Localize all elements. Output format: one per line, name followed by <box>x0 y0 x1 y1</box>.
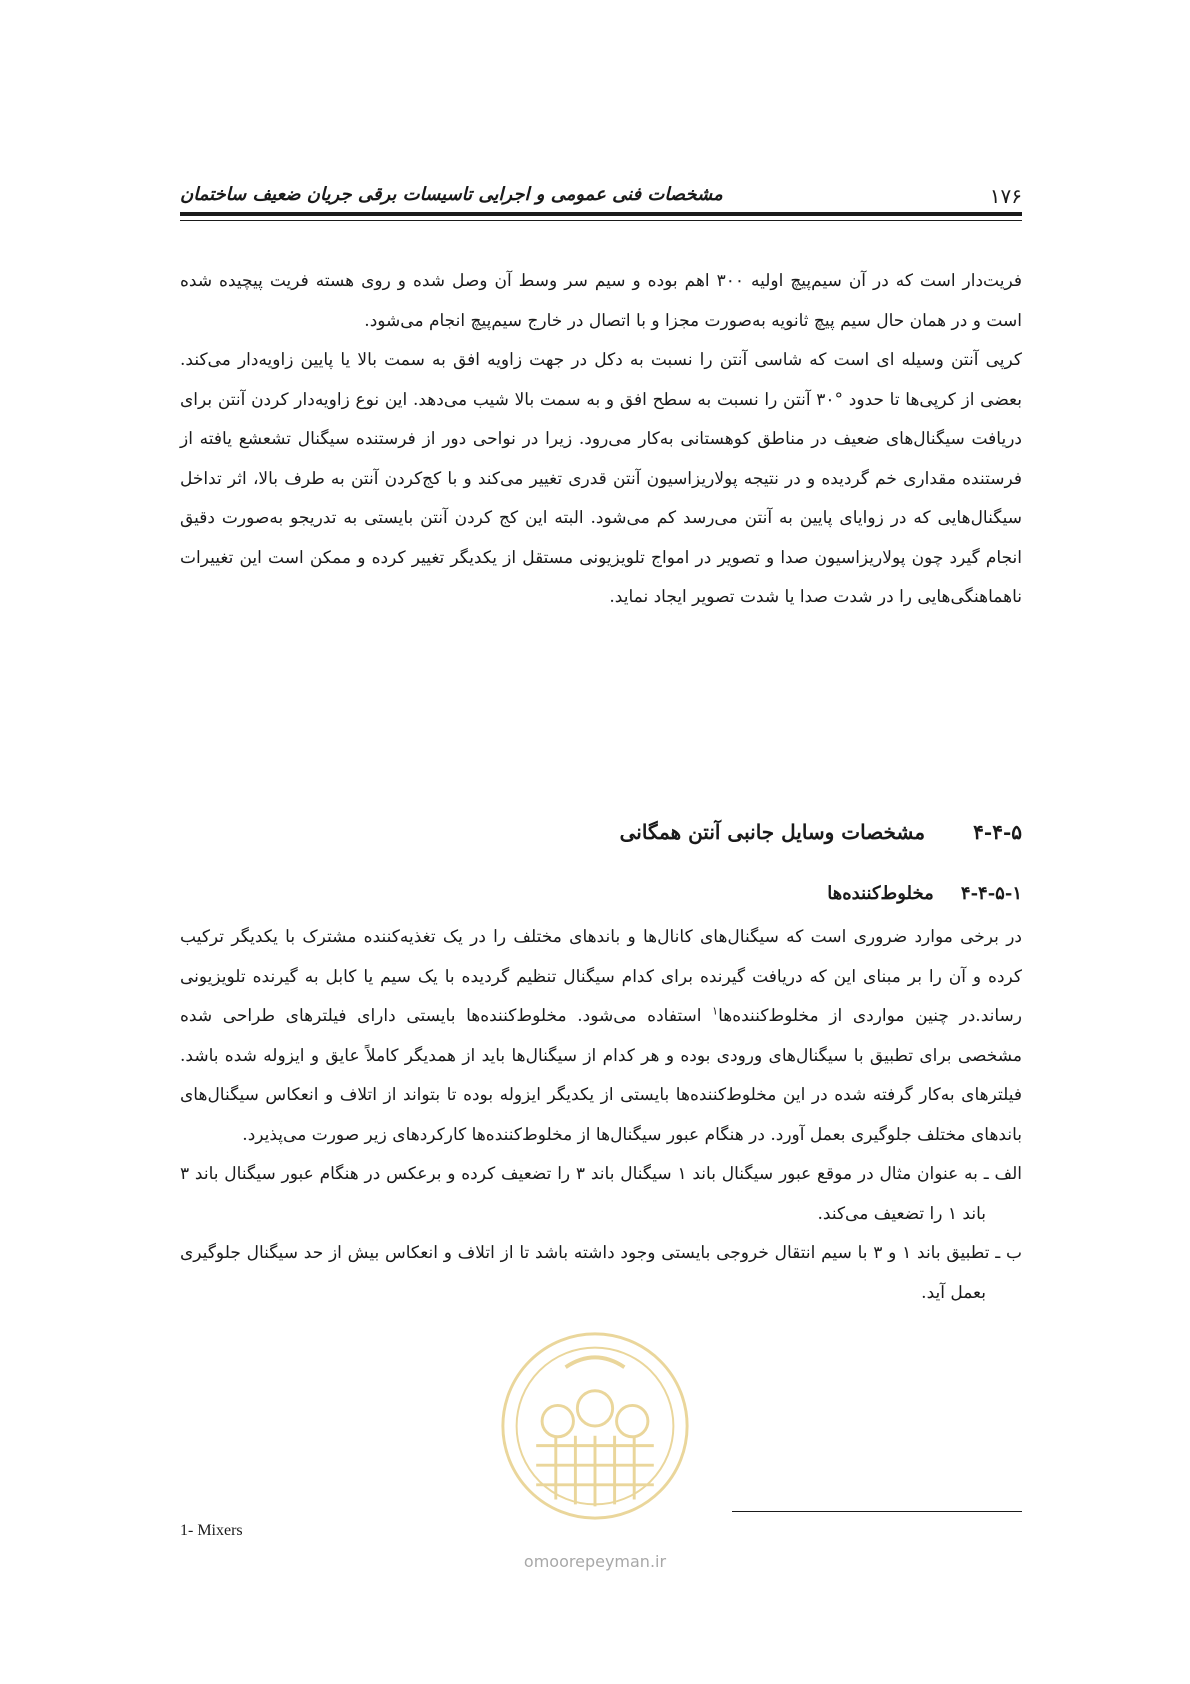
subsection-heading <box>180 876 1022 912</box>
list-item: الف ـ به عنوان مثال در موقع عبور سیگنال باند ۱ سیگنال باند ۳ را تضعیف کرده و برعکس در هنگام عبور سیگنال باند ۳ باند ۱ را تضعیف می‌کند. <box>180 1164 1022 1224</box>
body-text <box>180 918 1022 1313</box>
subsection-title: مخلوط‌کننده‌ها <box>827 883 934 904</box>
header-rule-thick <box>180 212 1022 216</box>
paragraph: فریت‌دار است که در آن سیم‌پیچ اولیه ۳۰۰ اهم بوده و سیم سر وسط آن وصل شده و روی هسته فریت پیچیده شده است و در همان حال سیم پیچ ثانویه به‌صورت مجزا و با اتصال در خارج سیم‌پیچ انجام می‌شود. <box>180 271 1022 331</box>
header-rule-thin <box>180 220 1022 221</box>
watermark-url: omoorepeyman.ir <box>523 1552 667 1571</box>
section-number: ۴-۴-۵ <box>973 820 1022 844</box>
paragraph: کرپی آنتن وسیله ای است که شاسی آنتن را نسبت به دکل در جهت زاویه افق به سمت بالا یا پایین زاویه‌دار می‌کند. بعضی از کرپی‌ها تا حدود °۳۰ آنتن را نسبت به سطح افق و به سمت بالا شیب می‌دهد. این نوع زاویه‌دار کردن آنتن برای دریافت سیگنال‌های ضعیف در مناطق کوهستانی به‌کار می‌رود. زیرا در نواحی دور از فرستنده سیگنال تشعشع یافته از فرستنده مقداری خم گردیده و در نتیجه پولاریزاسیون آنتن قدری تغییر می‌کند و با کج‌کردن آنتن به طرف بالا، اثر تداخل سیگنال‌هایی که در زوایای پایین به آنتن می‌رسد کم می‌شود. البته این کج کردن آنتن بایستی به تدریجو به‌صورت دقیق انجام گیرد چون پولاریزاسیون صدا و تصویر در امواج تلویزیونی مستقل از یکدیگر تغییر کرده و ممکن است این تغییرات ناهماهنگی‌هایی را در شدت صدا یا شدت تصویر ایجاد نماید. <box>180 350 1022 607</box>
section-heading <box>180 812 1022 852</box>
footnote: 1- Mixers <box>180 1522 243 1539</box>
subsection-number: ۴-۴-۵-۱ <box>960 883 1022 904</box>
footnote-rule <box>732 1511 1022 1512</box>
list-item: ب ـ تطبیق باند ۱ و ۳ با سیم انتقال خروجی بایستی وجود داشته باشد تا از اتلاف و انعکاس بیش از حد سیگنال جلوگیری بعمل آید. <box>180 1243 1022 1303</box>
intro-text <box>180 262 1022 618</box>
section-title: مشخصات وسایل جانبی آنتن همگانی <box>619 820 926 844</box>
page-number: ۱۷۶ <box>989 184 1022 208</box>
paragraph <box>180 918 1022 1155</box>
footnote-ref: ۱ <box>712 1004 719 1018</box>
text-run: در برخی موارد ضروری است که سیگنال‌های کانال‌ها و باندهای مختلف را در یک تغذیه‌کننده مشترک با یکدیگر ترکیب کرده و آن را بر مبنای این که دریافت گیرنده برای کدام سیگنال تنظیم گردیده با یک سیم یا کابل به گیرنده تلویزیونی رساند.در چنین مواردی از مخلوط‌کننده‌ها <box>180 927 1022 1026</box>
watermark-seal-icon <box>497 1328 693 1524</box>
running-title: مشخصات فنی عمومی و اجرایی تاسیسات برقی جریان ضعیف ساختمان <box>180 184 723 205</box>
text-run: استفاده می‌شود. مخلوط‌کننده‌ها بایستی دارای فیلترهای طراحی شده مشخصی برای تطبیق با سیگنال‌های ورودی بوده و هر کدام از سیگنال‌ها باید از همدیگر کاملاً عایق و ایزوله شده باشد. فیلترهای به‌کار گرفته شده در این مخلوط‌کننده‌ها بایستی از یکدیگر ایزوله بوده تا بتواند از اتلاف و انعکاس سیگنال‌های باندهای مختلف جلوگیری بعمل آورد. در هنگام عبور سیگنال‌ها از مخلوط‌کننده‌ها کارکردهای زیر صورت می‌پذیرد. <box>180 1006 1022 1145</box>
